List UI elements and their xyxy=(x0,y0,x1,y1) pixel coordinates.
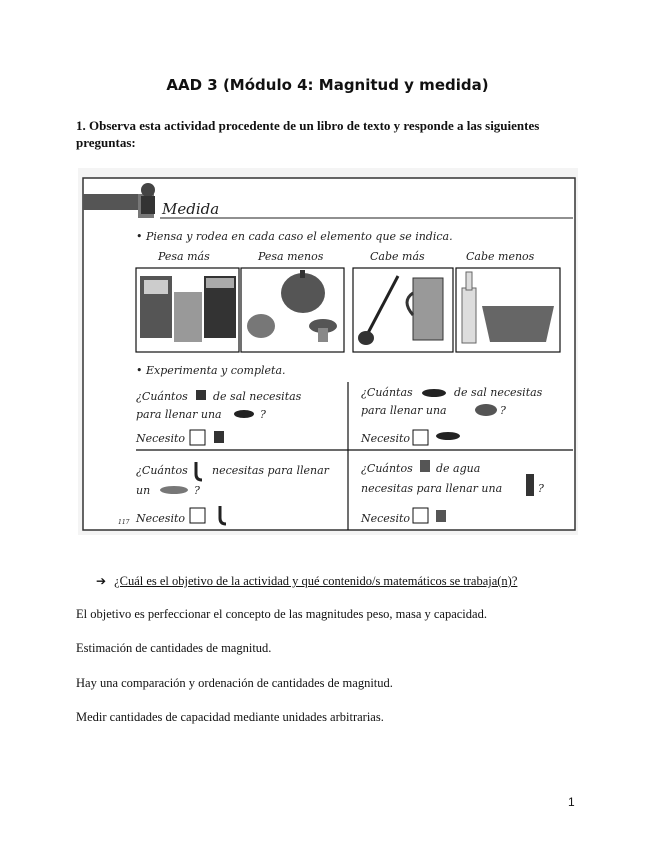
svg-text:?: ? xyxy=(194,484,200,497)
arrow-icon: ➔ xyxy=(96,574,107,588)
objective-question-text: ¿Cuál es el objetivo de la actividad y qué contenido/s matemáticos se trabaja(n)? xyxy=(114,574,518,588)
answer-box[interactable] xyxy=(190,430,205,445)
answer-paragraph-4: Medir cantidades de capacidad mediante unidades arbitrarias. xyxy=(76,710,384,724)
answer-paragraph-1: El objetivo es perfeccionar el concepto de las magnitudes peso, masa y capacidad. xyxy=(76,607,487,621)
document-title: AAD 3 (Módulo 4: Magnitud y medida) xyxy=(166,76,489,94)
instruction-1: • Piensa y rodea en cada caso el elemento que se indica. xyxy=(136,230,453,243)
svg-text:¿Cuántas: ¿Cuántas xyxy=(361,386,413,399)
answer-paragraph-2: Estimación de cantidades de magnitud. xyxy=(76,641,272,655)
svg-text:?: ? xyxy=(538,482,544,495)
label-pesa-mas: Pesa más xyxy=(158,250,210,263)
svg-text:necesitas para llenar una: necesitas para llenar una xyxy=(361,482,503,495)
svg-text:¿Cuántos: ¿Cuántos xyxy=(136,464,188,477)
svg-text:?: ? xyxy=(500,404,506,417)
svg-text:¿Cuántos: ¿Cuántos xyxy=(136,390,188,403)
svg-text:Necesito: Necesito xyxy=(361,432,411,445)
answer-box[interactable] xyxy=(413,430,428,445)
answer-box[interactable] xyxy=(190,508,205,523)
svg-text:Necesito: Necesito xyxy=(136,432,186,445)
box-bottle-basin xyxy=(456,268,560,352)
svg-text:?: ? xyxy=(260,408,266,421)
svg-text:para llenar una: para llenar una xyxy=(136,408,222,421)
box-pumpkin-mushroom xyxy=(241,268,344,352)
svg-text:de sal necesitas: de sal necesitas xyxy=(454,386,543,399)
svg-text:de sal necesitas: de sal necesitas xyxy=(213,390,302,403)
svg-text:Necesito: Necesito xyxy=(136,512,186,525)
objective-question xyxy=(96,574,517,589)
page-number: 1 xyxy=(568,795,575,809)
box-rice-pasta xyxy=(136,268,239,352)
question-text: 1. Observa esta actividad procedente de un libro de texto y responde a las siguientes preguntas: xyxy=(76,118,540,150)
answer-box[interactable] xyxy=(413,508,428,523)
svg-text:para llenar una: para llenar una xyxy=(361,404,447,417)
answer-paragraph-3: Hay una comparación y ordenación de cantidades de magnitud. xyxy=(76,676,393,690)
svg-text:un: un xyxy=(136,484,151,497)
label-pesa-menos: Pesa menos xyxy=(258,250,324,263)
label-cabe-mas: Cabe más xyxy=(370,250,425,263)
svg-text:de agua: de agua xyxy=(436,462,481,475)
worksheet-header: Medida xyxy=(162,200,220,218)
worksheet-page-number: 117 xyxy=(118,519,130,526)
svg-text:¿Cuántos: ¿Cuántos xyxy=(361,462,413,475)
student-icon xyxy=(141,183,155,214)
svg-text:Necesito: Necesito xyxy=(361,512,411,525)
box-ladle-jug xyxy=(353,268,453,352)
textbook-scan xyxy=(78,168,578,535)
svg-text:necesitas para llenar: necesitas para llenar xyxy=(212,464,329,477)
instruction-2: • Experimenta y completa. xyxy=(136,364,286,377)
label-cabe-menos: Cabe menos xyxy=(466,250,535,263)
